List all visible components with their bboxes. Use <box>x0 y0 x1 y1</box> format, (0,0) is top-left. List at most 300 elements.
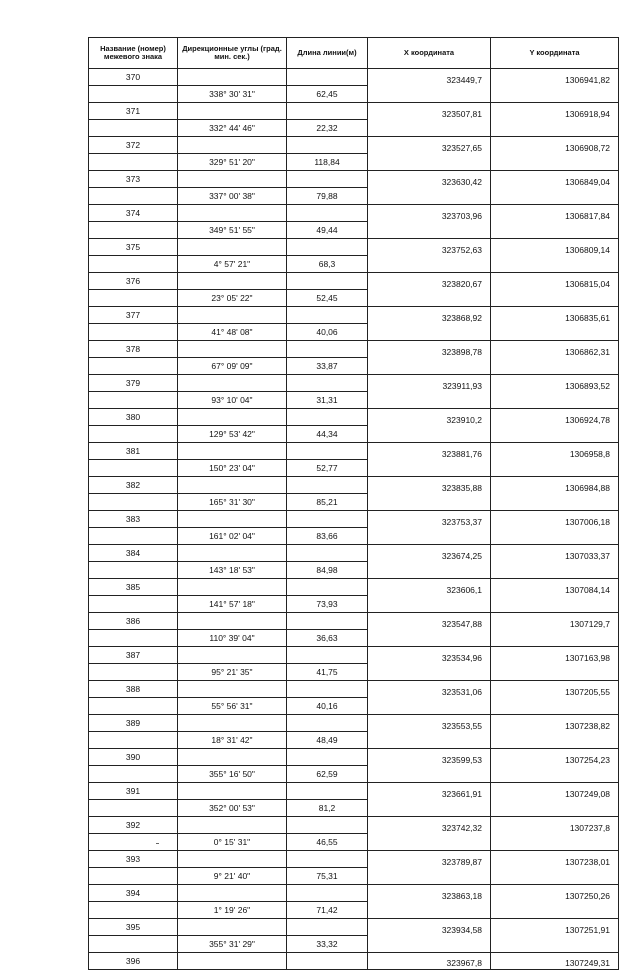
empty-cell <box>368 902 491 919</box>
point-row <box>89 579 619 596</box>
point-row <box>89 511 619 528</box>
empty-cell <box>178 851 287 868</box>
point-row <box>89 749 619 766</box>
empty-cell <box>368 86 491 103</box>
y-coordinate: 1307254,23 <box>491 749 619 766</box>
y-coordinate: 1306817,84 <box>491 205 619 222</box>
point-name: 373 <box>89 171 178 188</box>
empty-cell <box>491 188 619 205</box>
point-row <box>89 681 619 698</box>
line-length: 84,98 <box>287 562 368 579</box>
empty-cell <box>89 188 178 205</box>
empty-cell <box>287 239 368 256</box>
empty-cell <box>178 205 287 222</box>
empty-cell <box>89 86 178 103</box>
y-coordinate: 1307033,37 <box>491 545 619 562</box>
empty-cell <box>368 188 491 205</box>
segment-row <box>89 800 619 817</box>
point-name: 386 <box>89 613 178 630</box>
empty-cell <box>491 256 619 273</box>
empty-cell <box>491 290 619 307</box>
point-row <box>89 171 619 188</box>
segment-row <box>89 154 619 171</box>
empty-cell <box>491 732 619 749</box>
empty-cell <box>287 307 368 324</box>
line-length: 48,49 <box>287 732 368 749</box>
empty-cell <box>368 800 491 817</box>
empty-cell <box>178 715 287 732</box>
empty-cell <box>89 630 178 647</box>
point-name: 396 <box>89 953 178 970</box>
y-coordinate: 1306908,72 <box>491 137 619 154</box>
empty-cell <box>368 834 491 851</box>
empty-cell <box>491 154 619 171</box>
segment-row <box>89 392 619 409</box>
x-coordinate: 323753,37 <box>368 511 491 528</box>
direction-angle: 349° 51' 55" <box>178 222 287 239</box>
x-coordinate: 323599,53 <box>368 749 491 766</box>
line-length: 33,87 <box>287 358 368 375</box>
point-name: 381 <box>89 443 178 460</box>
segment-row <box>89 664 619 681</box>
empty-cell <box>89 460 178 477</box>
empty-cell <box>178 885 287 902</box>
line-length: 118,84 <box>287 154 368 171</box>
empty-cell <box>89 800 178 817</box>
direction-angle: 1° 19' 26" <box>178 902 287 919</box>
y-coordinate: 1307251,91 <box>491 919 619 936</box>
x-coordinate: 323553,55 <box>368 715 491 732</box>
x-coordinate: 323661,91 <box>368 783 491 800</box>
empty-cell <box>287 749 368 766</box>
empty-cell <box>368 460 491 477</box>
empty-cell <box>89 834 178 851</box>
point-row <box>89 851 619 868</box>
direction-angle: 95° 21' 35" <box>178 664 287 681</box>
line-length: 62,45 <box>287 86 368 103</box>
empty-cell <box>287 885 368 902</box>
empty-cell <box>89 868 178 885</box>
empty-cell <box>287 409 368 426</box>
y-coordinate: 1306924,78 <box>491 409 619 426</box>
direction-angle: 110° 39' 04" <box>178 630 287 647</box>
empty-cell <box>178 919 287 936</box>
empty-cell <box>491 392 619 409</box>
point-row <box>89 919 619 936</box>
segment-row <box>89 766 619 783</box>
scan-speck <box>156 843 159 844</box>
x-coordinate: 323630,42 <box>368 171 491 188</box>
point-name: 391 <box>89 783 178 800</box>
empty-cell <box>287 477 368 494</box>
empty-cell <box>287 205 368 222</box>
empty-cell <box>287 137 368 154</box>
empty-cell <box>491 324 619 341</box>
direction-angle: 23° 05' 22" <box>178 290 287 307</box>
x-coordinate: 323674,25 <box>368 545 491 562</box>
point-name: 382 <box>89 477 178 494</box>
empty-cell <box>368 630 491 647</box>
point-name: 377 <box>89 307 178 324</box>
empty-cell <box>368 256 491 273</box>
empty-cell <box>178 817 287 834</box>
empty-cell <box>89 596 178 613</box>
empty-cell <box>368 562 491 579</box>
line-length: 31,31 <box>287 392 368 409</box>
y-coordinate: 1307006,18 <box>491 511 619 528</box>
empty-cell <box>287 681 368 698</box>
line-length: 22,32 <box>287 120 368 137</box>
point-row <box>89 409 619 426</box>
empty-cell <box>368 494 491 511</box>
x-coordinate: 323911,93 <box>368 375 491 392</box>
empty-cell <box>287 613 368 630</box>
empty-cell <box>491 698 619 715</box>
empty-cell <box>89 392 178 409</box>
empty-cell <box>89 664 178 681</box>
line-length: 62,59 <box>287 766 368 783</box>
empty-cell <box>491 800 619 817</box>
empty-cell <box>491 222 619 239</box>
point-row <box>89 375 619 392</box>
point-name: 383 <box>89 511 178 528</box>
empty-cell <box>89 766 178 783</box>
point-row <box>89 307 619 324</box>
line-length: 52,77 <box>287 460 368 477</box>
y-coordinate: 1306984,88 <box>491 477 619 494</box>
y-coordinate: 1307249,31 <box>491 953 619 970</box>
line-length: 40,16 <box>287 698 368 715</box>
line-length: 33,32 <box>287 936 368 953</box>
x-coordinate: 323934,58 <box>368 919 491 936</box>
empty-cell <box>287 851 368 868</box>
y-coordinate: 1307250,26 <box>491 885 619 902</box>
empty-cell <box>368 528 491 545</box>
segment-row <box>89 528 619 545</box>
empty-cell <box>368 868 491 885</box>
direction-angle: 338° 30' 31" <box>178 86 287 103</box>
empty-cell <box>368 664 491 681</box>
point-name: 376 <box>89 273 178 290</box>
segment-row <box>89 460 619 477</box>
empty-cell <box>178 647 287 664</box>
x-coordinate: 323507,81 <box>368 103 491 120</box>
empty-cell <box>491 902 619 919</box>
empty-cell <box>89 528 178 545</box>
direction-angle: 352° 00' 53" <box>178 800 287 817</box>
y-coordinate: 1307237,8 <box>491 817 619 834</box>
direction-angle: 329° 51' 20" <box>178 154 287 171</box>
empty-cell <box>287 919 368 936</box>
point-name: 378 <box>89 341 178 358</box>
empty-cell <box>178 749 287 766</box>
empty-cell <box>178 681 287 698</box>
point-row <box>89 341 619 358</box>
point-name: 379 <box>89 375 178 392</box>
empty-cell <box>287 273 368 290</box>
y-coordinate: 1306958,8 <box>491 443 619 460</box>
segment-row <box>89 834 619 851</box>
point-row <box>89 545 619 562</box>
direction-angle: 141° 57' 18" <box>178 596 287 613</box>
point-row <box>89 647 619 664</box>
empty-cell <box>368 698 491 715</box>
point-name: 375 <box>89 239 178 256</box>
segment-row <box>89 630 619 647</box>
empty-cell <box>89 562 178 579</box>
segment-row <box>89 358 619 375</box>
point-name: 380 <box>89 409 178 426</box>
empty-cell <box>368 426 491 443</box>
y-coordinate: 1307163,98 <box>491 647 619 664</box>
line-length: 85,21 <box>287 494 368 511</box>
direction-angle: 337° 00' 38" <box>178 188 287 205</box>
empty-cell <box>287 341 368 358</box>
line-length: 73,93 <box>287 596 368 613</box>
empty-cell <box>178 443 287 460</box>
empty-cell <box>178 545 287 562</box>
point-row <box>89 443 619 460</box>
empty-cell <box>287 545 368 562</box>
empty-cell <box>491 834 619 851</box>
segment-row <box>89 86 619 103</box>
empty-cell <box>89 358 178 375</box>
empty-cell <box>89 426 178 443</box>
line-length: 71,42 <box>287 902 368 919</box>
y-coordinate: 1306835,61 <box>491 307 619 324</box>
header-x: X координата <box>368 38 491 69</box>
empty-cell <box>178 477 287 494</box>
empty-cell <box>89 222 178 239</box>
y-coordinate: 1307205,55 <box>491 681 619 698</box>
segment-row <box>89 698 619 715</box>
empty-cell <box>368 120 491 137</box>
empty-cell <box>89 902 178 919</box>
point-name: 384 <box>89 545 178 562</box>
point-name: 388 <box>89 681 178 698</box>
direction-angle: 355° 16' 50" <box>178 766 287 783</box>
point-name: 390 <box>89 749 178 766</box>
y-coordinate: 1306849,04 <box>491 171 619 188</box>
point-row <box>89 885 619 902</box>
header-y: Y координата <box>491 38 619 69</box>
empty-cell <box>491 936 619 953</box>
empty-cell <box>89 256 178 273</box>
empty-cell <box>89 698 178 715</box>
empty-cell <box>89 732 178 749</box>
point-row <box>89 205 619 222</box>
empty-cell <box>178 613 287 630</box>
empty-cell <box>178 307 287 324</box>
empty-cell <box>368 392 491 409</box>
empty-cell <box>287 69 368 86</box>
x-coordinate: 323967,8 <box>368 953 491 970</box>
line-length: 75,31 <box>287 868 368 885</box>
point-row <box>89 103 619 120</box>
point-row <box>89 817 619 834</box>
empty-cell <box>491 86 619 103</box>
empty-cell <box>178 69 287 86</box>
direction-angle: 129° 53' 42" <box>178 426 287 443</box>
empty-cell <box>491 358 619 375</box>
empty-cell <box>491 868 619 885</box>
direction-angle: 143° 18' 53" <box>178 562 287 579</box>
direction-angle: 55° 56' 31" <box>178 698 287 715</box>
segment-row <box>89 324 619 341</box>
y-coordinate: 1306918,94 <box>491 103 619 120</box>
x-coordinate: 323868,92 <box>368 307 491 324</box>
segment-row <box>89 188 619 205</box>
x-coordinate: 323835,88 <box>368 477 491 494</box>
header-point: Название (номер) межевого знака <box>89 38 178 69</box>
empty-cell <box>178 239 287 256</box>
segment-row <box>89 494 619 511</box>
empty-cell <box>368 222 491 239</box>
x-coordinate: 323531,06 <box>368 681 491 698</box>
segment-row <box>89 120 619 137</box>
empty-cell <box>178 511 287 528</box>
direction-angle: 355° 31' 29" <box>178 936 287 953</box>
direction-angle: 67° 09' 09" <box>178 358 287 375</box>
point-row <box>89 477 619 494</box>
line-length: 81,2 <box>287 800 368 817</box>
y-coordinate: 1307084,14 <box>491 579 619 596</box>
empty-cell <box>368 324 491 341</box>
empty-cell <box>491 460 619 477</box>
empty-cell <box>287 375 368 392</box>
y-coordinate: 1306862,31 <box>491 341 619 358</box>
direction-angle: 4° 57' 21" <box>178 256 287 273</box>
empty-cell <box>368 358 491 375</box>
empty-cell <box>89 494 178 511</box>
point-name: 371 <box>89 103 178 120</box>
segment-row <box>89 222 619 239</box>
empty-cell <box>287 715 368 732</box>
empty-cell <box>287 647 368 664</box>
y-coordinate: 1306941,82 <box>491 69 619 86</box>
direction-angle: 165° 31' 30" <box>178 494 287 511</box>
empty-cell <box>491 630 619 647</box>
line-length: 44,34 <box>287 426 368 443</box>
segment-row <box>89 290 619 307</box>
empty-cell <box>287 953 368 970</box>
segment-row <box>89 936 619 953</box>
empty-cell <box>491 426 619 443</box>
empty-cell <box>287 171 368 188</box>
direction-angle: 0° 15' 31" <box>178 834 287 851</box>
point-name: 392 <box>89 817 178 834</box>
empty-cell <box>178 341 287 358</box>
line-length: 68,3 <box>287 256 368 273</box>
empty-cell <box>178 137 287 154</box>
direction-angle: 150° 23' 04" <box>178 460 287 477</box>
empty-cell <box>89 936 178 953</box>
empty-cell <box>178 375 287 392</box>
y-coordinate: 1307238,82 <box>491 715 619 732</box>
empty-cell <box>491 494 619 511</box>
line-length: 79,88 <box>287 188 368 205</box>
empty-cell <box>89 290 178 307</box>
line-length: 41,75 <box>287 664 368 681</box>
line-length: 49,44 <box>287 222 368 239</box>
line-length: 40,06 <box>287 324 368 341</box>
y-coordinate: 1307129,7 <box>491 613 619 630</box>
x-coordinate: 323742,32 <box>368 817 491 834</box>
point-row <box>89 953 619 970</box>
x-coordinate: 323752,63 <box>368 239 491 256</box>
empty-cell <box>178 409 287 426</box>
line-length: 83,66 <box>287 528 368 545</box>
empty-cell <box>491 562 619 579</box>
point-name: 395 <box>89 919 178 936</box>
point-name: 374 <box>89 205 178 222</box>
empty-cell <box>491 528 619 545</box>
coordinates-table <box>88 37 619 970</box>
x-coordinate: 323534,96 <box>368 647 491 664</box>
x-coordinate: 323820,67 <box>368 273 491 290</box>
point-row <box>89 239 619 256</box>
point-row <box>89 613 619 630</box>
empty-cell <box>368 766 491 783</box>
y-coordinate: 1306815,04 <box>491 273 619 290</box>
point-row <box>89 69 619 86</box>
empty-cell <box>368 596 491 613</box>
x-coordinate: 323881,76 <box>368 443 491 460</box>
point-name: 389 <box>89 715 178 732</box>
direction-angle: 18° 31' 42" <box>178 732 287 749</box>
point-name: 372 <box>89 137 178 154</box>
x-coordinate: 323910,2 <box>368 409 491 426</box>
point-row <box>89 715 619 732</box>
empty-cell <box>287 783 368 800</box>
empty-cell <box>89 120 178 137</box>
y-coordinate: 1306893,52 <box>491 375 619 392</box>
point-row <box>89 783 619 800</box>
empty-cell <box>287 817 368 834</box>
direction-angle: 161° 02' 04" <box>178 528 287 545</box>
y-coordinate: 1306809,14 <box>491 239 619 256</box>
empty-cell <box>368 290 491 307</box>
segment-row <box>89 902 619 919</box>
empty-cell <box>89 324 178 341</box>
segment-row <box>89 426 619 443</box>
direction-angle: 9° 21' 40" <box>178 868 287 885</box>
empty-cell <box>178 783 287 800</box>
empty-cell <box>178 171 287 188</box>
x-coordinate: 323703,96 <box>368 205 491 222</box>
header-length: Длина линии(м) <box>287 38 368 69</box>
direction-angle: 41° 48' 08" <box>178 324 287 341</box>
empty-cell <box>178 103 287 120</box>
empty-cell <box>287 511 368 528</box>
x-coordinate: 323606,1 <box>368 579 491 596</box>
empty-cell <box>491 664 619 681</box>
segment-row <box>89 868 619 885</box>
x-coordinate: 323898,78 <box>368 341 491 358</box>
segment-row <box>89 732 619 749</box>
x-coordinate: 323547,88 <box>368 613 491 630</box>
segment-row <box>89 562 619 579</box>
line-length: 36,63 <box>287 630 368 647</box>
x-coordinate: 323863,18 <box>368 885 491 902</box>
point-row <box>89 137 619 154</box>
x-coordinate: 323789,87 <box>368 851 491 868</box>
empty-cell <box>491 120 619 137</box>
empty-cell <box>368 732 491 749</box>
point-name: 393 <box>89 851 178 868</box>
empty-cell <box>178 953 287 970</box>
y-coordinate: 1307238,01 <box>491 851 619 868</box>
